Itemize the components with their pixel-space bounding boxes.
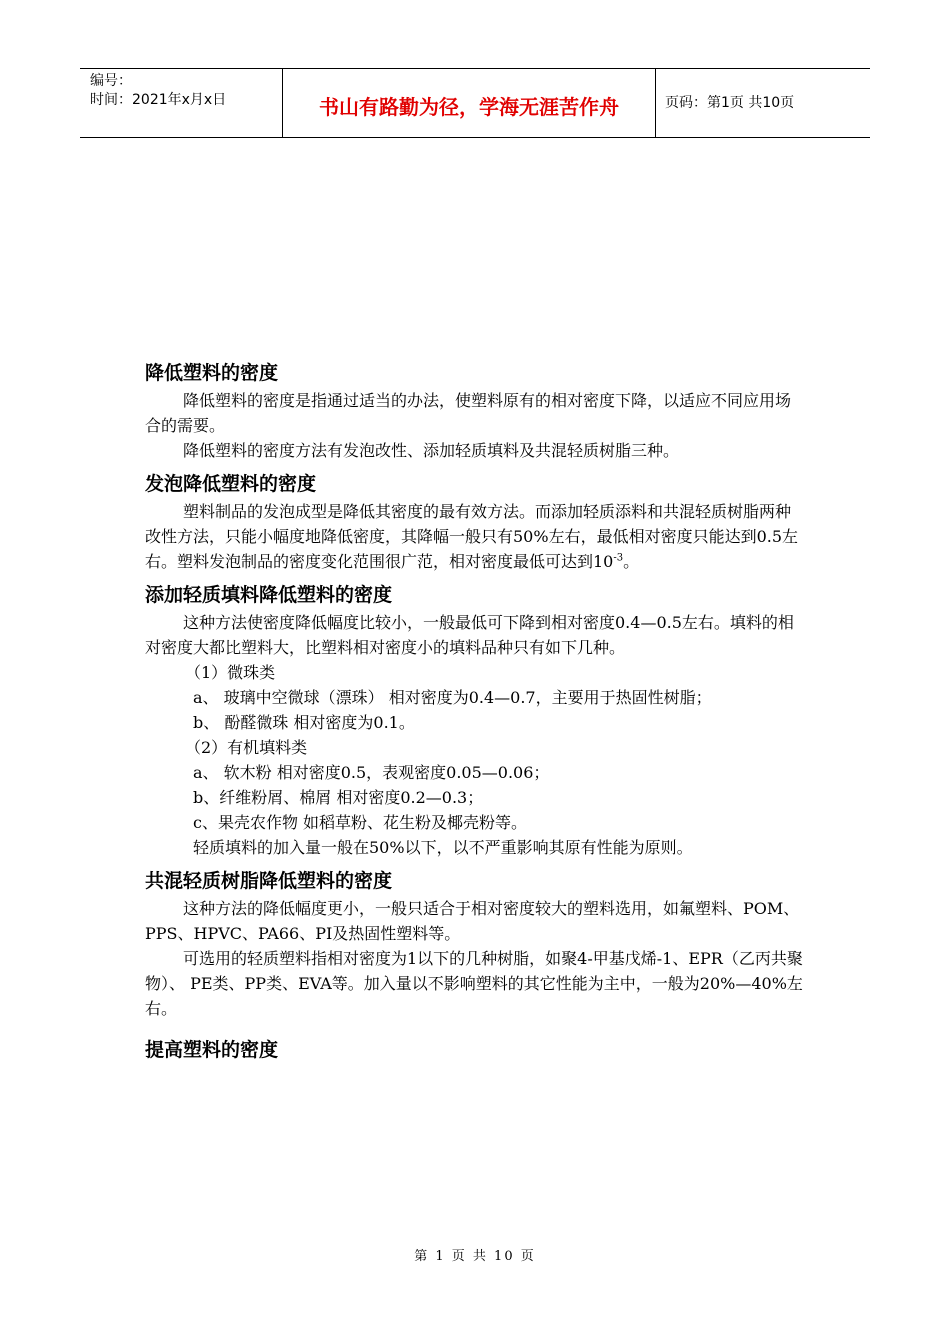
paragraph: 降低塑料的密度方法有发泡改性、添加轻质填料及共混轻质树脂三种。 [183, 441, 680, 460]
paragraph: 这种方法的降低幅度更小，一般只适合于相对密度较大的塑料选用，如氟塑料、POM、PPS、HPVC、PA66、PI及热固性塑料等。 [145, 899, 800, 943]
paragraph: 降低塑料的密度是指通过适当的办法，使塑料原有的相对密度下降，以适应不同应用场合的需要。 [145, 391, 792, 435]
superscript: -3 [613, 552, 624, 564]
header-meta-cell [80, 69, 282, 137]
section-title: 发泡降低塑料的密度 [145, 473, 317, 495]
page-footer: 第 1 页 共 10 页 [414, 1249, 536, 1264]
header-motto-cell [282, 69, 656, 137]
list-group-title: （2）有机填料类 [185, 738, 308, 757]
section-title: 添加轻质填料降低塑料的密度 [145, 584, 393, 606]
section-title: 共混轻质树脂降低塑料的密度 [145, 870, 393, 892]
paragraph: 轻质填料的加入量一般在50%以下，以不严重影响其原有性能为原则。 [193, 838, 693, 857]
header-page-cell [655, 69, 870, 137]
document-header [80, 68, 870, 138]
list-item: a、 软木粉 相对密度0.5，表观密度0.05—0.06； [193, 763, 550, 782]
document-body [145, 358, 805, 1065]
section-title: 提高塑料的密度 [145, 1039, 279, 1061]
list-item: b、 酚醛微珠 相对密度为0.1。 [193, 713, 415, 732]
list-item: b、纤维粉屑、棉屑 相对密度0.2—0.3； [193, 788, 484, 807]
paragraph-end: 。 [623, 552, 640, 571]
section-title: 降低塑料的密度 [145, 362, 279, 384]
paragraph: 这种方法使密度降低幅度比较小，一般最低可下降到相对密度0.4—0.5左右。填料的相对密度大都比塑料大，比塑料相对密度小的填料品种只有如下几种。 [145, 613, 794, 657]
list-item: c、果壳农作物 如稻草粉、花生粉及椰壳粉等。 [193, 813, 528, 832]
list-group-title: （1）微珠类 [185, 663, 276, 682]
header-page-info: 页码：第1页 共10页 [665, 95, 795, 111]
date-label: 时间：2021年x月x日 [90, 92, 227, 108]
paragraph [145, 499, 805, 574]
header-motto: 书山有路勤为径，学海无涯苦作舟 [319, 95, 619, 119]
number-label: 编号： [90, 73, 132, 89]
paragraph-text: 塑料制品的发泡成型是降低其密度的最有效方法。而添加轻质添料和共混轻质树脂两种改性方法，只能小幅度地降低密度，其降幅一般只有50%左右，最低相对密度只能达到0.5左右。塑料发泡制品的密度变化范围很广范，相对密度最低可达到10 [145, 502, 799, 571]
list-item: a、 玻璃中空微球（漂珠） 相对密度为0.4—0.7，主要用于热固性树脂； [193, 688, 712, 707]
paragraph: 可选用的轻质塑料指相对密度为1以下的几种树脂，如聚4-甲基戊烯-1、EPR（乙丙共聚物）、 PE类、PP类、EVA等。加入量以不影响塑料的其它性能为主中，一般为20%—40%左右。 [145, 949, 803, 1018]
